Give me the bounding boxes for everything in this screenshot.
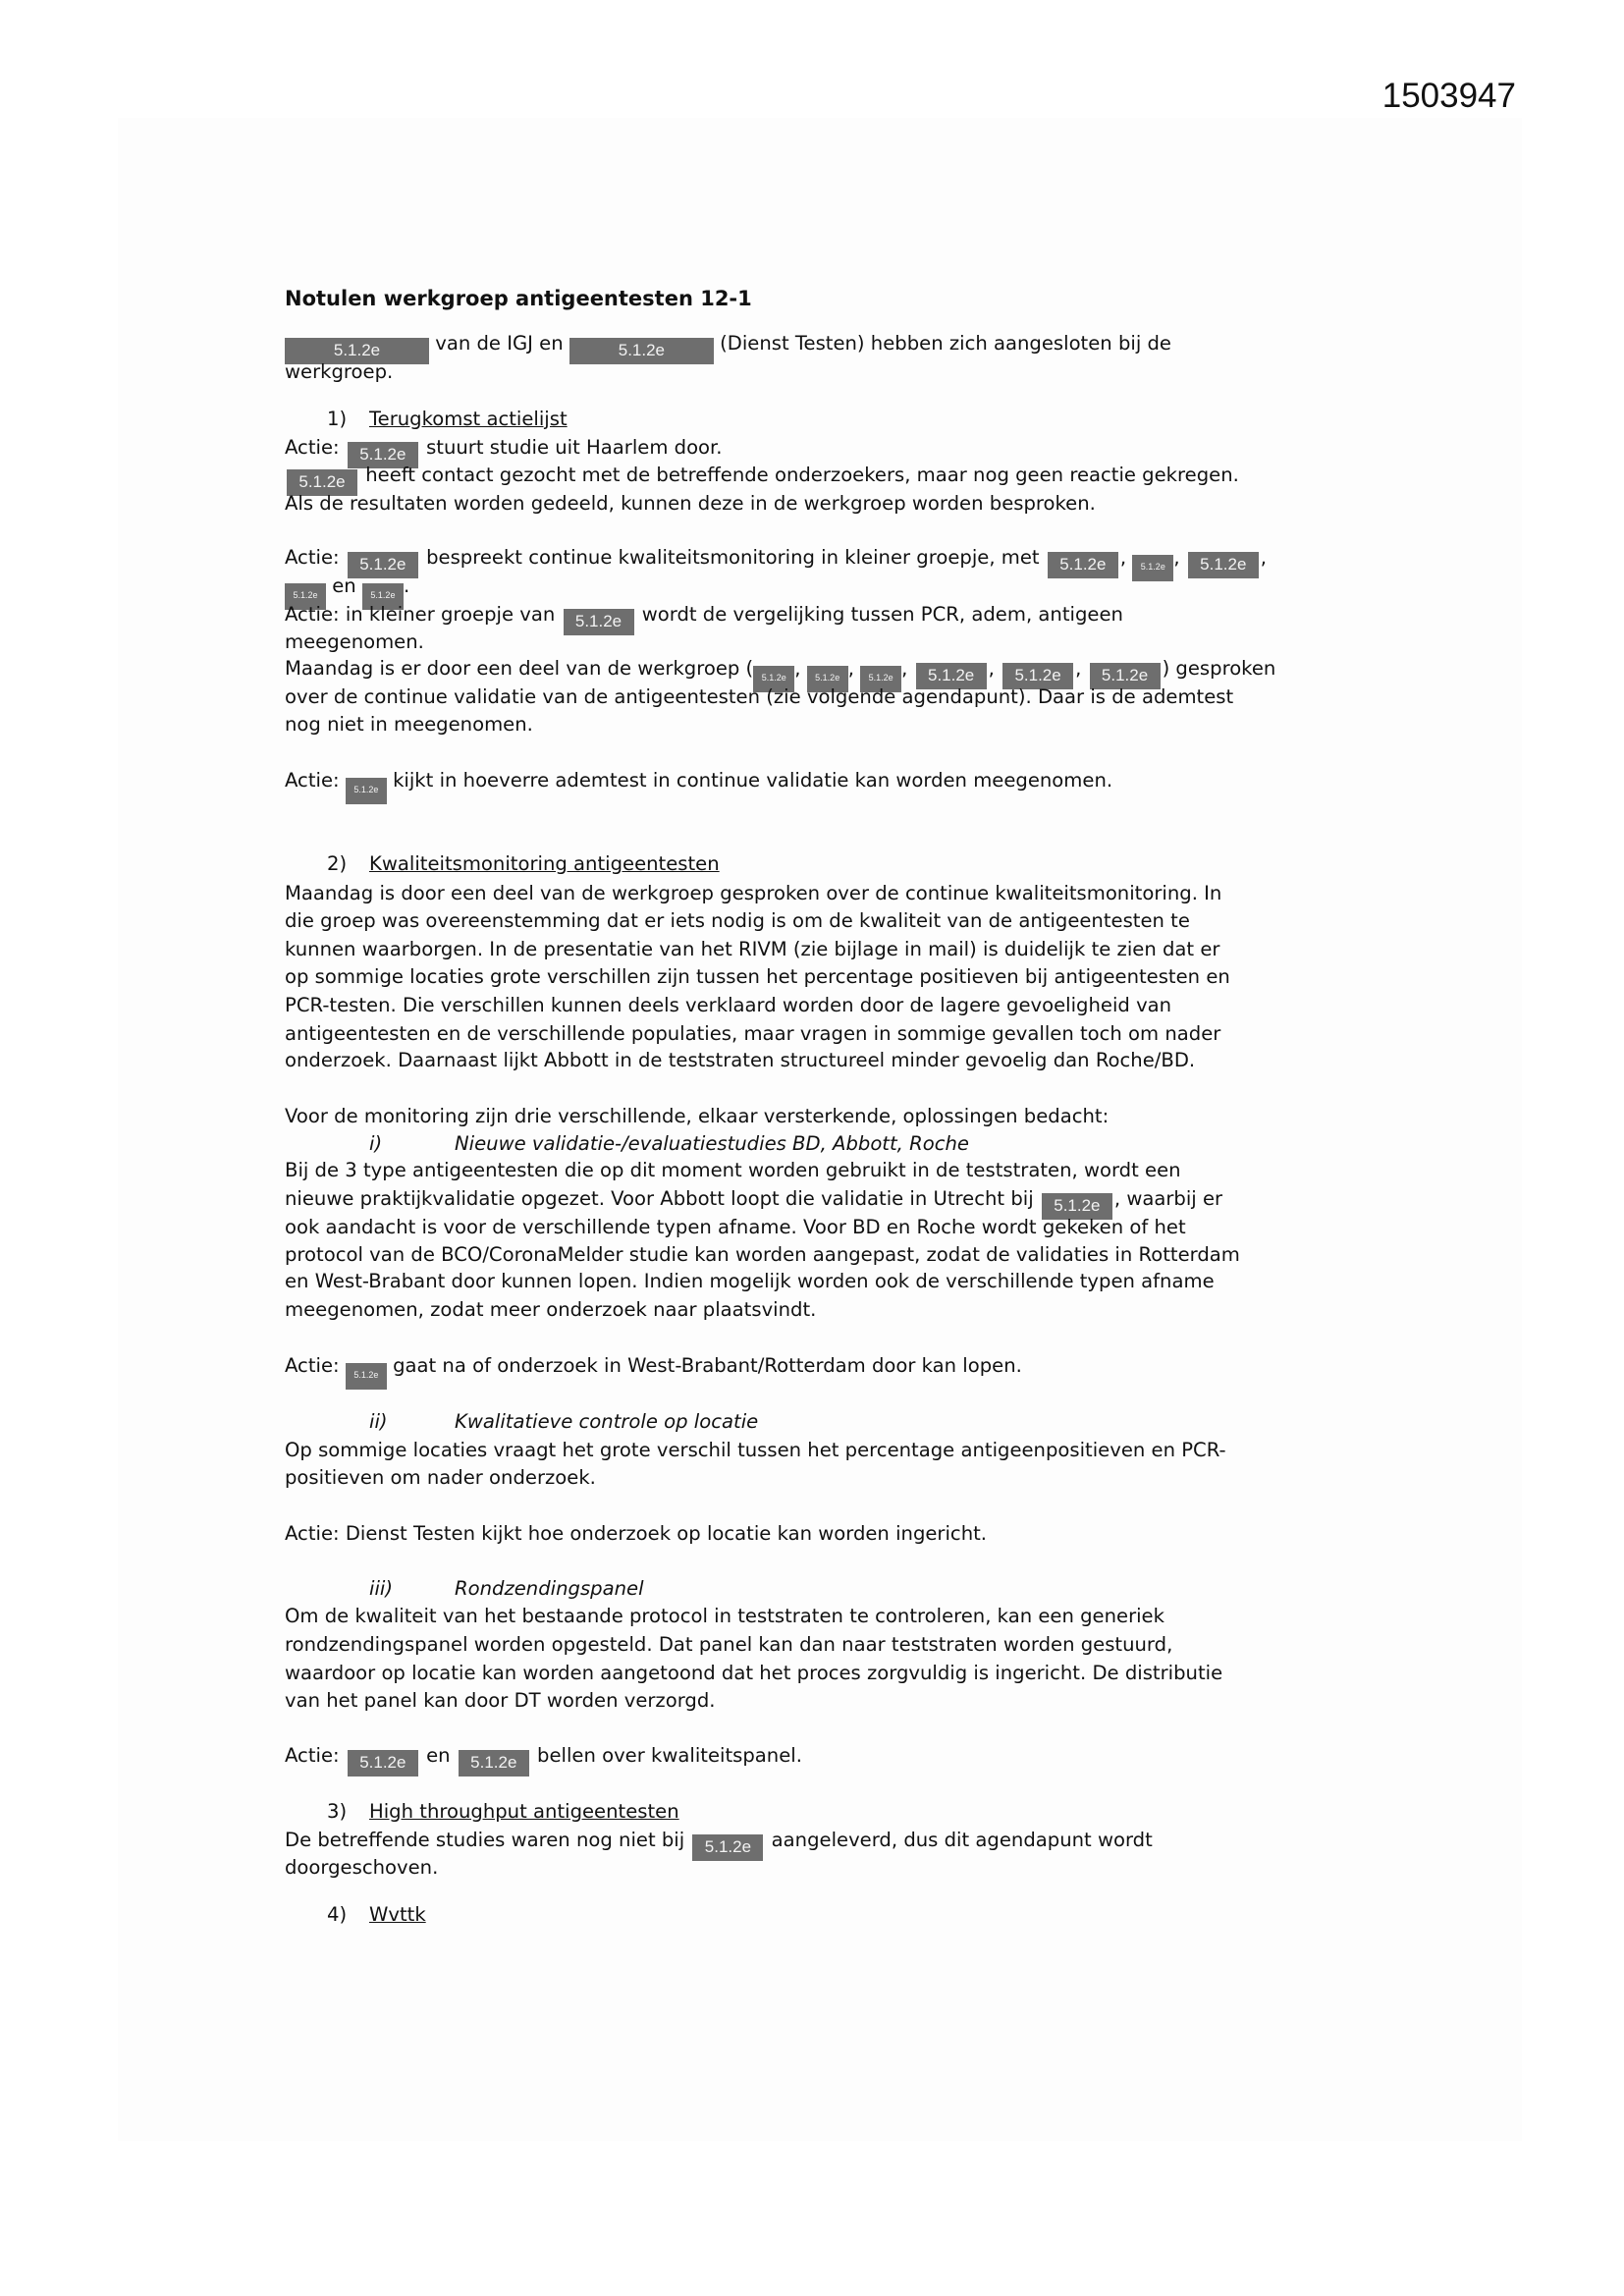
text-line [285,434,723,462]
agenda-item-number: 4) [327,1903,348,1926]
text-line [285,573,409,600]
agenda-item-number: 3) [327,1800,348,1823]
text-segment: De betreffende studies waren nog niet bij [285,1829,691,1851]
document-title [285,285,752,312]
text-segment: stuurt studie uit Haarlem door. [419,436,723,459]
text-segment: en [326,574,362,597]
agenda-item-label: Wvttk [369,1903,426,1926]
text-line [285,655,1275,683]
redaction-box: 5.1.2e [692,1834,763,1861]
text-segment: , [847,657,861,680]
text-line [285,1185,1222,1213]
redaction-box: 5.1.2e [362,583,404,610]
text-segment: Bij de 3 type antigeentesten die op dit moment worden gebruikt in de teststraten, wordt een [285,1159,1181,1181]
text-line [285,1464,596,1492]
sub-item-number: iii) [369,1577,393,1600]
text-line [285,907,1190,935]
text-line [285,544,1267,572]
text-line [285,1520,987,1548]
text-segment: , [901,657,914,680]
text-segment: rondzendingspanel worden opgesteld. Dat panel kan dan naar teststraten worden gestuurd, [285,1633,1173,1656]
text-segment: Actie: [285,1354,346,1377]
sub-item-label: Nieuwe validatie-/evaluatiestudies BD, Abbott, Roche [455,1132,969,1155]
text-segment: Actie: Dienst Testen kijkt hoe onderzoek op locatie kan worden ingericht. [285,1522,988,1545]
text-segment: Notulen werkgroep antigeentesten 12-1 [285,287,752,310]
text-segment: onderzoek. Daarnaast lijkt Abbott in de teststraten structureel minder gevoelig dan Roche/BD. [285,1049,1196,1071]
text-segment: (Dienst Testen) hebben zich aangesloten bij de [713,332,1171,355]
text-line [285,1268,1215,1295]
redaction-box: 5.1.2e [346,778,387,804]
text-line [285,1241,1240,1269]
text-line [285,880,1221,907]
text-segment: PCR-testen. Die verschillen kunnen deels verklaard worden door de lagere gevoeligheid van [285,994,1172,1016]
agenda-item-label: High throughput antigeentesten [369,1800,679,1823]
text-segment: over de continue validatie van de antigeentesten (zie volgende agendapunt). Daar is de ademtest [285,685,1234,708]
text-segment: Actie: [285,769,346,792]
text-segment: Actie: [285,1744,346,1767]
redaction-box: 5.1.2e [348,1750,418,1777]
text-line [285,1687,716,1715]
agenda-item-number: 1) [327,408,348,430]
text-segment: waardoor op locatie kan worden aangetoond dat het proces zorgvuldig is ingericht. De distributie [285,1662,1223,1684]
redaction-box: 5.1.2e [1048,552,1118,578]
text-segment: Maandag is door een deel van de werkgroep gesproken over de continue kwaliteitsmonitoring. In [285,882,1222,904]
text-segment: die groep was overeenstemming dat er iets nodig is om de kwaliteit van de antigeentesten te [285,909,1190,932]
redaction-box: 5.1.2e [1132,555,1173,581]
sub-item-number: i) [369,1132,383,1155]
redaction-box: 5.1.2e [916,663,987,689]
redaction-box: 5.1.2e [348,552,418,578]
text-segment: , [794,657,807,680]
text-line [285,1660,1222,1687]
text-line [285,1742,802,1770]
text-segment: Maandag is er door een deel van de werkgroep ( [285,657,754,680]
text-segment: , [1075,657,1088,680]
text-segment: Als de resultaten worden gedeeld, kunnen deze in de werkgroep worden besproken. [285,492,1096,515]
text-segment: kijkt in hoeverre ademtest in continue validatie kan worden meegenomen. [386,769,1113,792]
redaction-box: 5.1.2e [285,338,429,364]
sub-item-number: ii) [369,1410,388,1433]
text-segment: positieven om nader onderzoek. [285,1466,596,1489]
text-line [285,601,1123,629]
text-line [285,1020,1220,1048]
redaction-box: 5.1.2e [569,338,714,364]
agenda-item-number: 2) [327,852,348,875]
text-segment: bellen over kwaliteitspanel. [530,1744,802,1767]
text-line [285,936,1219,963]
redaction-box: 5.1.2e [860,666,901,692]
text-line [285,1603,1164,1630]
text-line [285,330,1171,357]
text-segment: nieuwe praktijkvalidatie opgezet. Voor Abbott loopt die validatie in Utrecht bij [285,1187,1040,1210]
text-line [285,1103,1109,1130]
text-segment: . [403,574,410,597]
text-segment: , [988,657,1001,680]
text-segment: kunnen waarborgen. In de presentatie van het RIVM (zie bijlage in mail) is duidelijk te zien dat er [285,938,1220,960]
text-line [285,1296,816,1324]
text-line [285,1827,1153,1854]
text-segment: meegenomen, zodat meer onderzoek naar plaatsvindt. [285,1298,817,1321]
text-line [285,1352,1022,1380]
text-line [285,1157,1181,1184]
text-segment: Actie: in kleiner groepje van [285,603,562,626]
text-line [285,1854,438,1882]
text-segment: doorgeschoven. [285,1856,439,1879]
text-segment: bespreekt continue kwaliteitsmonitoring in kleiner groepje, met [419,546,1046,569]
redaction-box: 5.1.2e [346,1363,387,1390]
text-line [285,767,1112,794]
document-number: 1503947 [1381,77,1516,115]
redaction-box: 5.1.2e [1002,663,1073,689]
text-line [285,1214,1186,1241]
text-segment: , [1260,546,1268,569]
text-segment: op sommige locaties grote verschillen zijn tussen het percentage positieven bij antigeentesten en [285,965,1230,988]
redaction-box: 5.1.2e [564,609,634,635]
redaction-box: 5.1.2e [753,666,794,692]
text-segment: Voor de monitoring zijn drie verschillende, elkaar versterkende, oplossingen bedacht: [285,1105,1110,1127]
text-line [285,963,1230,991]
text-segment: antigeentesten en de verschillende populaties, maar vragen in sommige gevallen toch om nader [285,1022,1221,1045]
text-line [285,490,1096,518]
redaction-box: 5.1.2e [1188,552,1259,578]
text-segment: van het panel kan door DT worden verzorgd. [285,1689,716,1712]
text-line [285,1047,1195,1074]
text-segment: ) gesproken [1162,657,1276,680]
text-segment: en [419,1744,457,1767]
agenda-item-label: Kwaliteitsmonitoring antigeentesten [369,852,720,875]
text-line [285,358,393,386]
sub-item-label: Kwalitatieve controle op locatie [455,1410,759,1433]
text-line [285,992,1171,1019]
text-segment: heeft contact gezocht met de betreffende onderzoekers, maar nog geen reactie gekregen. [359,464,1239,486]
text-line [285,683,1233,711]
text-segment: gaat na of onderzoek in West-Brabant/Rotterdam door kan lopen. [386,1354,1022,1377]
text-segment: , [1173,546,1186,569]
text-segment: Actie: [285,546,346,569]
redaction-box: 5.1.2e [285,583,326,610]
text-line [285,1631,1172,1659]
text-line [285,462,1239,489]
text-line [285,1437,1226,1464]
text-segment: en West-Brabant door kunnen lopen. Indien mogelijk worden ook de verschillende typen afname [285,1270,1215,1292]
redaction-box: 5.1.2e [807,666,848,692]
redaction-box: 5.1.2e [348,442,418,468]
text-segment: wordt de vergelijking tussen PCR, adem, antigeen [635,603,1123,626]
agenda-item-label: Terugkomst actielijst [369,408,568,430]
sub-item-label: Rondzendingspanel [455,1577,644,1600]
text-segment: protocol van de BCO/CoronaMelder studie kan worden aangepast, zodat de validaties in Rotterdam [285,1243,1240,1266]
redaction-box: 5.1.2e [1090,663,1161,689]
redaction-box: 5.1.2e [1042,1193,1112,1220]
text-line [285,629,424,656]
text-segment: , [1119,546,1133,569]
text-segment: Actie: [285,436,346,459]
text-segment: ook aandacht is voor de verschillende typen afname. Voor BD en Roche wordt gekeken of het [285,1216,1186,1238]
text-segment: aangeleverd, dus dit agendapunt wordt [765,1829,1153,1851]
redaction-box: 5.1.2e [287,469,357,496]
text-segment: , waarbij er [1113,1187,1223,1210]
text-segment: werkgroep. [285,360,394,383]
text-line [285,711,533,738]
text-segment: meegenomen. [285,630,424,653]
text-segment: van de IGJ en [429,332,569,355]
redaction-box: 5.1.2e [459,1750,529,1777]
text-segment: nog niet in meegenomen. [285,713,533,736]
text-segment: Op sommige locaties vraagt het grote verschil tussen het percentage antigeenpositieven en PCR- [285,1439,1226,1461]
text-segment: Om de kwaliteit van het bestaande protocol in teststraten te controleren, kan een generiek [285,1605,1164,1627]
